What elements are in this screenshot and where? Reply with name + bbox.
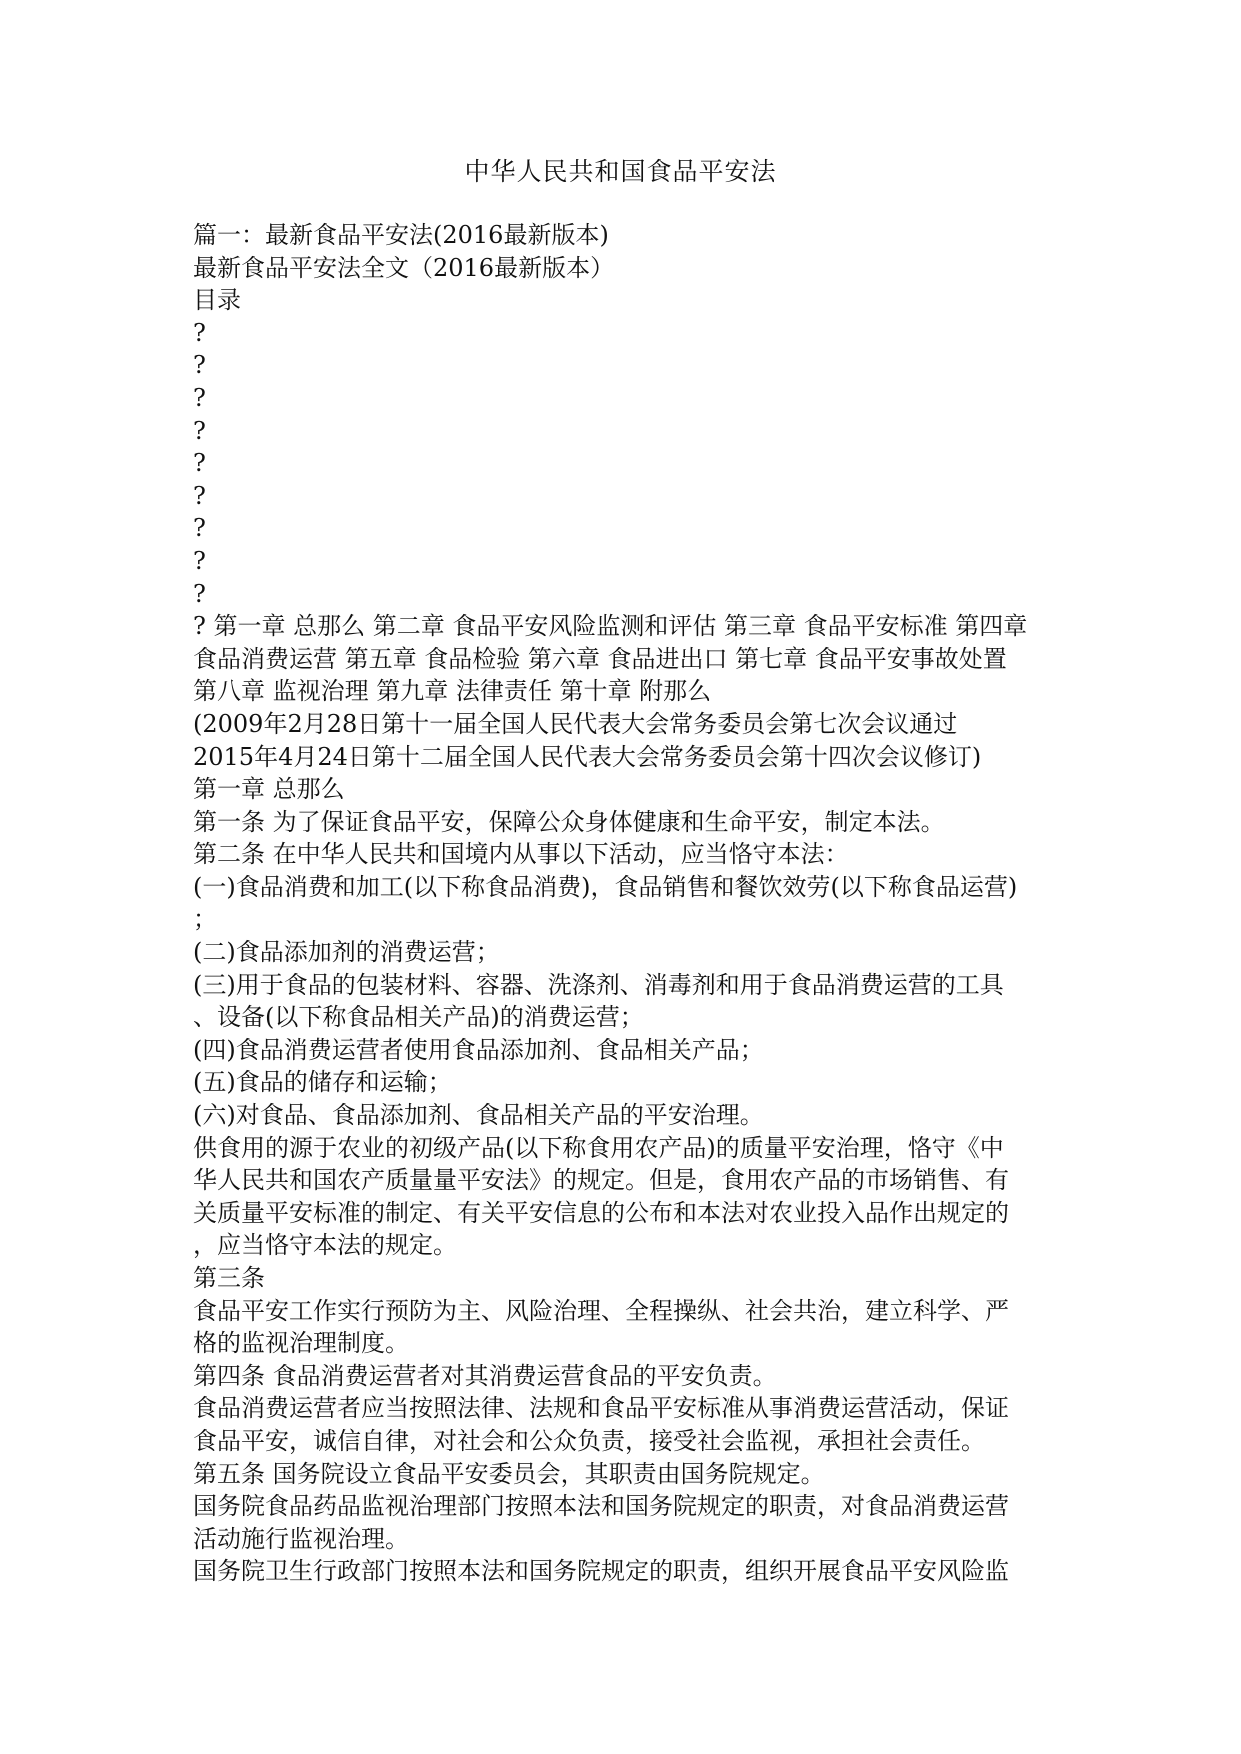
text-line: 食品消费运营 第五章 食品检验 第六章 食品进出口 第七章 食品平安事故处置 bbox=[193, 644, 1007, 673]
text-line: ； bbox=[193, 905, 217, 934]
text-line: 目录 bbox=[193, 286, 241, 315]
text-line: 第三条 bbox=[193, 1264, 265, 1292]
text-line: 篇一：最新食品平安法(2016最新版本) bbox=[193, 221, 609, 249]
text-line: 、设备(以下称食品相关产品)的消费运营； bbox=[193, 1003, 644, 1032]
text-line: (三)用于食品的包装材料、容器、洗涤剂、消毒剂和用于食品消费运营的工具 bbox=[193, 970, 1004, 999]
text-line: 第一章 总那么 bbox=[193, 775, 345, 804]
text-line: 最新食品平安法全文（2016最新版本） bbox=[193, 253, 615, 282]
text-line: ? bbox=[193, 416, 206, 445]
text-line: ? bbox=[193, 383, 206, 412]
text-line: ? bbox=[193, 514, 206, 543]
text-line: 第四条 食品消费运营者对其消费运营食品的平安负责。 bbox=[193, 1361, 777, 1390]
text-line: ? bbox=[193, 481, 206, 510]
text-line: 第二条 在中华人民共和国境内从事以下活动，应当恪守本法： bbox=[193, 840, 849, 869]
text-line: ? bbox=[193, 449, 206, 478]
text-line: ? bbox=[193, 579, 206, 608]
text-line: 关质量平安标准的制定、有关平安信息的公布和本法对农业投入品作出规定的 bbox=[193, 1198, 1009, 1227]
text-line: 食品平安工作实行预防为主、风险治理、全程操纵、社会共治，建立科学、严 bbox=[193, 1296, 1009, 1325]
text-line: 食品平安，诚信自律，对社会和公众负责，接受社会监视，承担社会责任。 bbox=[193, 1426, 985, 1455]
text-line: 格的监视治理制度。 bbox=[193, 1329, 409, 1358]
text-line: 国务院食品药品监视治理部门按照本法和国务院规定的职责，对食品消费运营 bbox=[193, 1492, 1009, 1521]
text-line: 华人民共和国农产质量量平安法》的规定。但是，食用农产品的市场销售、有 bbox=[193, 1166, 1009, 1195]
text-line: 第八章 监视治理 第九章 法律责任 第十章 附那么 bbox=[193, 677, 712, 706]
text-line: (2009年2月28日第十一届全国人民代表大会常务委员会第七次会议通过 bbox=[193, 709, 958, 738]
text-line: (二)食品添加剂的消费运营； bbox=[193, 938, 500, 967]
text-line: 供食用的源于农业的初级产品(以下称食用农产品)的质量平安治理，恪守《中 bbox=[193, 1133, 1004, 1162]
text-line: (四)食品消费运营者使用食品添加剂、食品相关产品； bbox=[193, 1035, 764, 1064]
text-line: 活动施行监视治理。 bbox=[193, 1524, 409, 1553]
text-line: ? bbox=[193, 318, 206, 347]
document-body bbox=[193, 219, 1055, 1588]
text-line: 食品消费运营者应当按照法律、法规和食品平安标准从事消费运营活动，保证 bbox=[193, 1394, 1009, 1423]
text-line: ，应当恪守本法的规定。 bbox=[193, 1231, 457, 1260]
text-line: (五)食品的储存和运输； bbox=[193, 1068, 452, 1097]
text-line: ? bbox=[193, 351, 206, 380]
text-line: 国务院卫生行政部门按照本法和国务院规定的职责，组织开展食品平安风险监 bbox=[193, 1557, 1009, 1586]
text-line: ? bbox=[193, 546, 206, 575]
document-title: 中华人民共和国食品平安法 bbox=[464, 157, 777, 186]
text-line: 第五条 国务院设立食品平安委员会，其职责由国务院规定。 bbox=[193, 1459, 825, 1488]
text-line: 2015年4月24日第十二届全国人民代表大会常务委员会第十四次会议修订) bbox=[193, 742, 982, 771]
text-line: 第一条 为了保证食品平安，保障公众身体健康和生命平安，制定本法。 bbox=[193, 807, 945, 836]
text-line: (一)食品消费和加工(以下称食品消费)，食品销售和餐饮效劳(以下称食品运营) bbox=[193, 872, 1018, 901]
text-line: (六)对食品、食品添加剂、食品相关产品的平安治理。 bbox=[193, 1101, 764, 1130]
text-line: ? 第一章 总那么 第二章 食品平安风险监测和评估 第三章 食品平安标准 第四章 bbox=[193, 612, 1028, 641]
